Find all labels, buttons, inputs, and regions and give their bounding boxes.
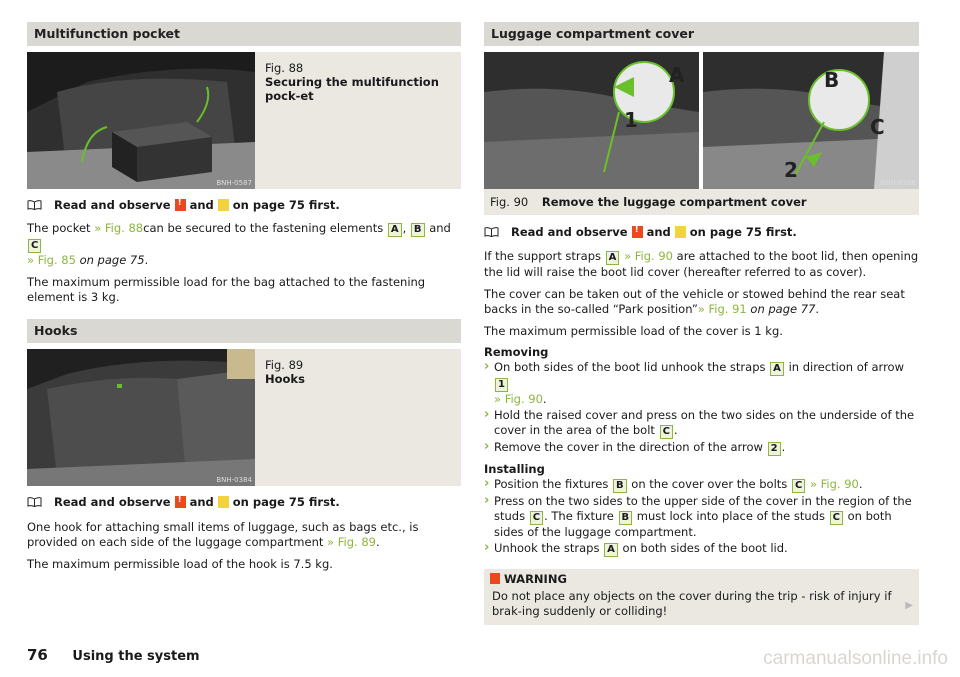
note-icon <box>218 199 229 211</box>
svg-text:1: 1 <box>624 108 638 132</box>
warning-icon <box>490 573 500 584</box>
r1-b: in direction of arrow <box>788 360 904 374</box>
figure-90-code: BNH-0386 <box>880 179 916 187</box>
read-observe-text: Read and observe <box>54 494 171 509</box>
page-footer <box>27 646 200 664</box>
warning-title: WARNING <box>504 572 567 586</box>
section-title-hooks: Hooks <box>27 319 461 343</box>
figure-90 <box>484 52 919 215</box>
r2-a: Hold the raised cover and press on the two sides on the underside of the cover in the area of the bolt <box>494 408 915 437</box>
section-title-multifunction-pocket: Multifunction pocket <box>27 22 461 46</box>
label-a: A <box>604 543 618 557</box>
warning-icon <box>175 496 186 508</box>
heading-removing: Removing <box>484 345 549 359</box>
footer-section: Using the system <box>72 649 200 664</box>
figure-89-title: Hooks <box>265 371 305 386</box>
i1-a: Position the fixtures <box>494 477 609 491</box>
book-icon <box>27 200 42 210</box>
link-fig-91[interactable]: » Fig. 91 <box>697 302 747 316</box>
step-removing-1: › On both sides of the boot lid unhook the straps A in direction of arrow 1 » Fig. 90. <box>484 360 919 407</box>
label-a: A <box>606 251 620 265</box>
r3-a: Remove the cover in the direction of the arrow <box>494 440 763 454</box>
label-1: 1 <box>495 378 508 392</box>
read-observe-text: Read and observe <box>511 225 628 239</box>
r1-a: On both sides of the boot lid unhook the straps <box>494 360 766 374</box>
label-c: C <box>830 511 843 525</box>
paragraph-bag-load: The maximum permissible load for the bag attached to the fastening element is 3 kg. <box>27 274 426 304</box>
i3-a: Unhook the straps <box>494 541 600 555</box>
book-icon <box>484 227 499 237</box>
step-removing-3: › Remove the cover in the direction of the arrow 2 . <box>484 440 919 456</box>
read-observe-3 <box>484 225 919 239</box>
p1-and: and <box>429 221 451 235</box>
section-title-luggage-cover: Luggage compartment cover <box>484 22 919 46</box>
warning-text: Do not place any objects on the cover during the trip - risk of injury if brak-ing suddenly or colliding! <box>492 589 892 618</box>
link-fig-85[interactable]: » Fig. 85 <box>27 253 76 267</box>
paragraph-cover-load: The maximum permissible load of the cover is 1 kg. <box>484 323 783 338</box>
read-observe-page: on page 75 first. <box>232 198 340 212</box>
read-observe-text: Read and observe <box>54 198 171 212</box>
p1-end: . <box>144 253 149 267</box>
warning-icon <box>632 226 643 238</box>
figure-88-number: Fig. 88 <box>265 61 304 75</box>
p1-comma: , <box>402 221 407 235</box>
read-observe-and: and <box>646 225 671 239</box>
label-a: A <box>388 223 402 237</box>
label-2: 2 <box>768 442 781 456</box>
warning-header <box>484 569 919 589</box>
r-p2-a: The cover can be taken out of the vehicle or stowed behind the rear seat backs in the so-called “Park position” <box>484 286 905 316</box>
figure-89 <box>27 349 461 486</box>
figure-89-caption <box>255 349 305 486</box>
p1-text-a: The pocket <box>27 221 91 235</box>
figure-90-image <box>484 52 919 189</box>
i2-d: on both sides of the luggage compartment. <box>494 509 892 539</box>
i2-c: must lock into place of the studs <box>636 509 825 523</box>
figure-88-code: BNH-0587 <box>216 179 252 187</box>
read-observe-page: on page 75 first. <box>232 494 340 509</box>
label-c: C <box>530 511 543 525</box>
warning-icon <box>175 199 186 211</box>
link-fig-88[interactable]: » Fig. 88 <box>94 221 144 235</box>
i2-b: . The fixture <box>544 509 614 523</box>
warning-box <box>484 569 919 625</box>
figure-89-code: BNH-0384 <box>216 475 252 484</box>
watermark: carmanualsonline.info <box>763 648 948 669</box>
svg-text:2: 2 <box>784 158 798 182</box>
read-observe-and: and <box>189 198 214 212</box>
read-observe-2 <box>27 495 461 509</box>
continue-arrow-icon: ▶ <box>905 600 913 611</box>
label-c: C <box>28 239 41 253</box>
figure-89-image <box>27 349 255 486</box>
label-b: B <box>411 223 425 237</box>
paragraph-support-straps <box>484 249 919 281</box>
label-c: C <box>792 479 805 493</box>
link-fig-90[interactable]: » Fig. 90 <box>624 249 673 263</box>
r-p2-end: . <box>815 302 820 316</box>
read-observe-and: and <box>189 494 214 509</box>
right-column <box>484 22 919 625</box>
figure-90-title: Remove the luggage compartment cover <box>541 195 807 209</box>
p1-text-b: can be secured to the fastening elements <box>143 221 384 235</box>
figure-88-title: Securing the multifunction pock-et <box>265 75 439 103</box>
figure-90-caption <box>484 189 919 215</box>
r-p1-a: If the support straps <box>484 249 601 263</box>
label-a: A <box>770 362 784 376</box>
step-removing-2: › Hold the raised cover and press on the two sides on the underside of the cover in the area of the bolt C . <box>484 408 919 439</box>
label-b: B <box>619 511 633 525</box>
svg-text:B: B <box>824 68 840 92</box>
paragraph-hooks <box>27 520 461 551</box>
paragraph-pocket <box>27 221 461 269</box>
step-installing-1: › Position the fixtures B on the cover over the bolts C » Fig. 90. <box>484 477 919 493</box>
figure-88-caption <box>255 52 461 189</box>
svg-text:C: C <box>870 115 885 139</box>
figure-88-image <box>27 52 255 189</box>
figure-89-number: Fig. 89 <box>265 357 304 372</box>
step-installing-3 <box>484 541 919 557</box>
p3-text: One hook for attaching small items of luggage, such as bags etc., is provided on each side of the luggage compartment <box>27 519 419 549</box>
paragraph-park-position <box>484 287 919 318</box>
link-fig-90[interactable]: » Fig. 90 <box>494 392 543 406</box>
link-fig-90[interactable]: » Fig. 90 <box>809 477 859 491</box>
paragraph-hook-load: The maximum permissible load of the hook is 7.5 kg. <box>27 556 333 571</box>
i2-a: Press on the two sides to the upper side of the cover in the region of the studs <box>494 494 912 523</box>
page-number: 76 <box>27 646 48 664</box>
figure-90-number: Fig. 90 <box>490 195 529 209</box>
link-fig-89[interactable]: » Fig. 89 <box>327 535 376 549</box>
left-column <box>27 22 461 572</box>
i1-b: on the cover over the bolts <box>631 477 788 491</box>
read-observe-page: on page 75 first. <box>689 225 797 239</box>
label-c: C <box>660 425 673 439</box>
svg-text:A: A <box>669 63 685 87</box>
heading-installing: Installing <box>484 462 545 476</box>
p1-page-ref: on page 75 <box>79 253 145 267</box>
r-p1-b: are attached to the boot lid, then opening the lid will raise the boot lid cover (hereafter referred to as cover). <box>484 249 919 279</box>
label-b: B <box>613 479 627 493</box>
p3-end: . <box>375 535 380 549</box>
book-icon <box>27 497 42 507</box>
i3-b: on both sides of the boot lid. <box>622 541 788 555</box>
read-observe-1 <box>27 198 461 212</box>
note-icon <box>675 226 686 238</box>
figure-88 <box>27 52 461 189</box>
r-p2-page: on page 77 <box>750 302 816 316</box>
step-installing-2 <box>484 494 919 540</box>
note-icon <box>218 496 229 508</box>
